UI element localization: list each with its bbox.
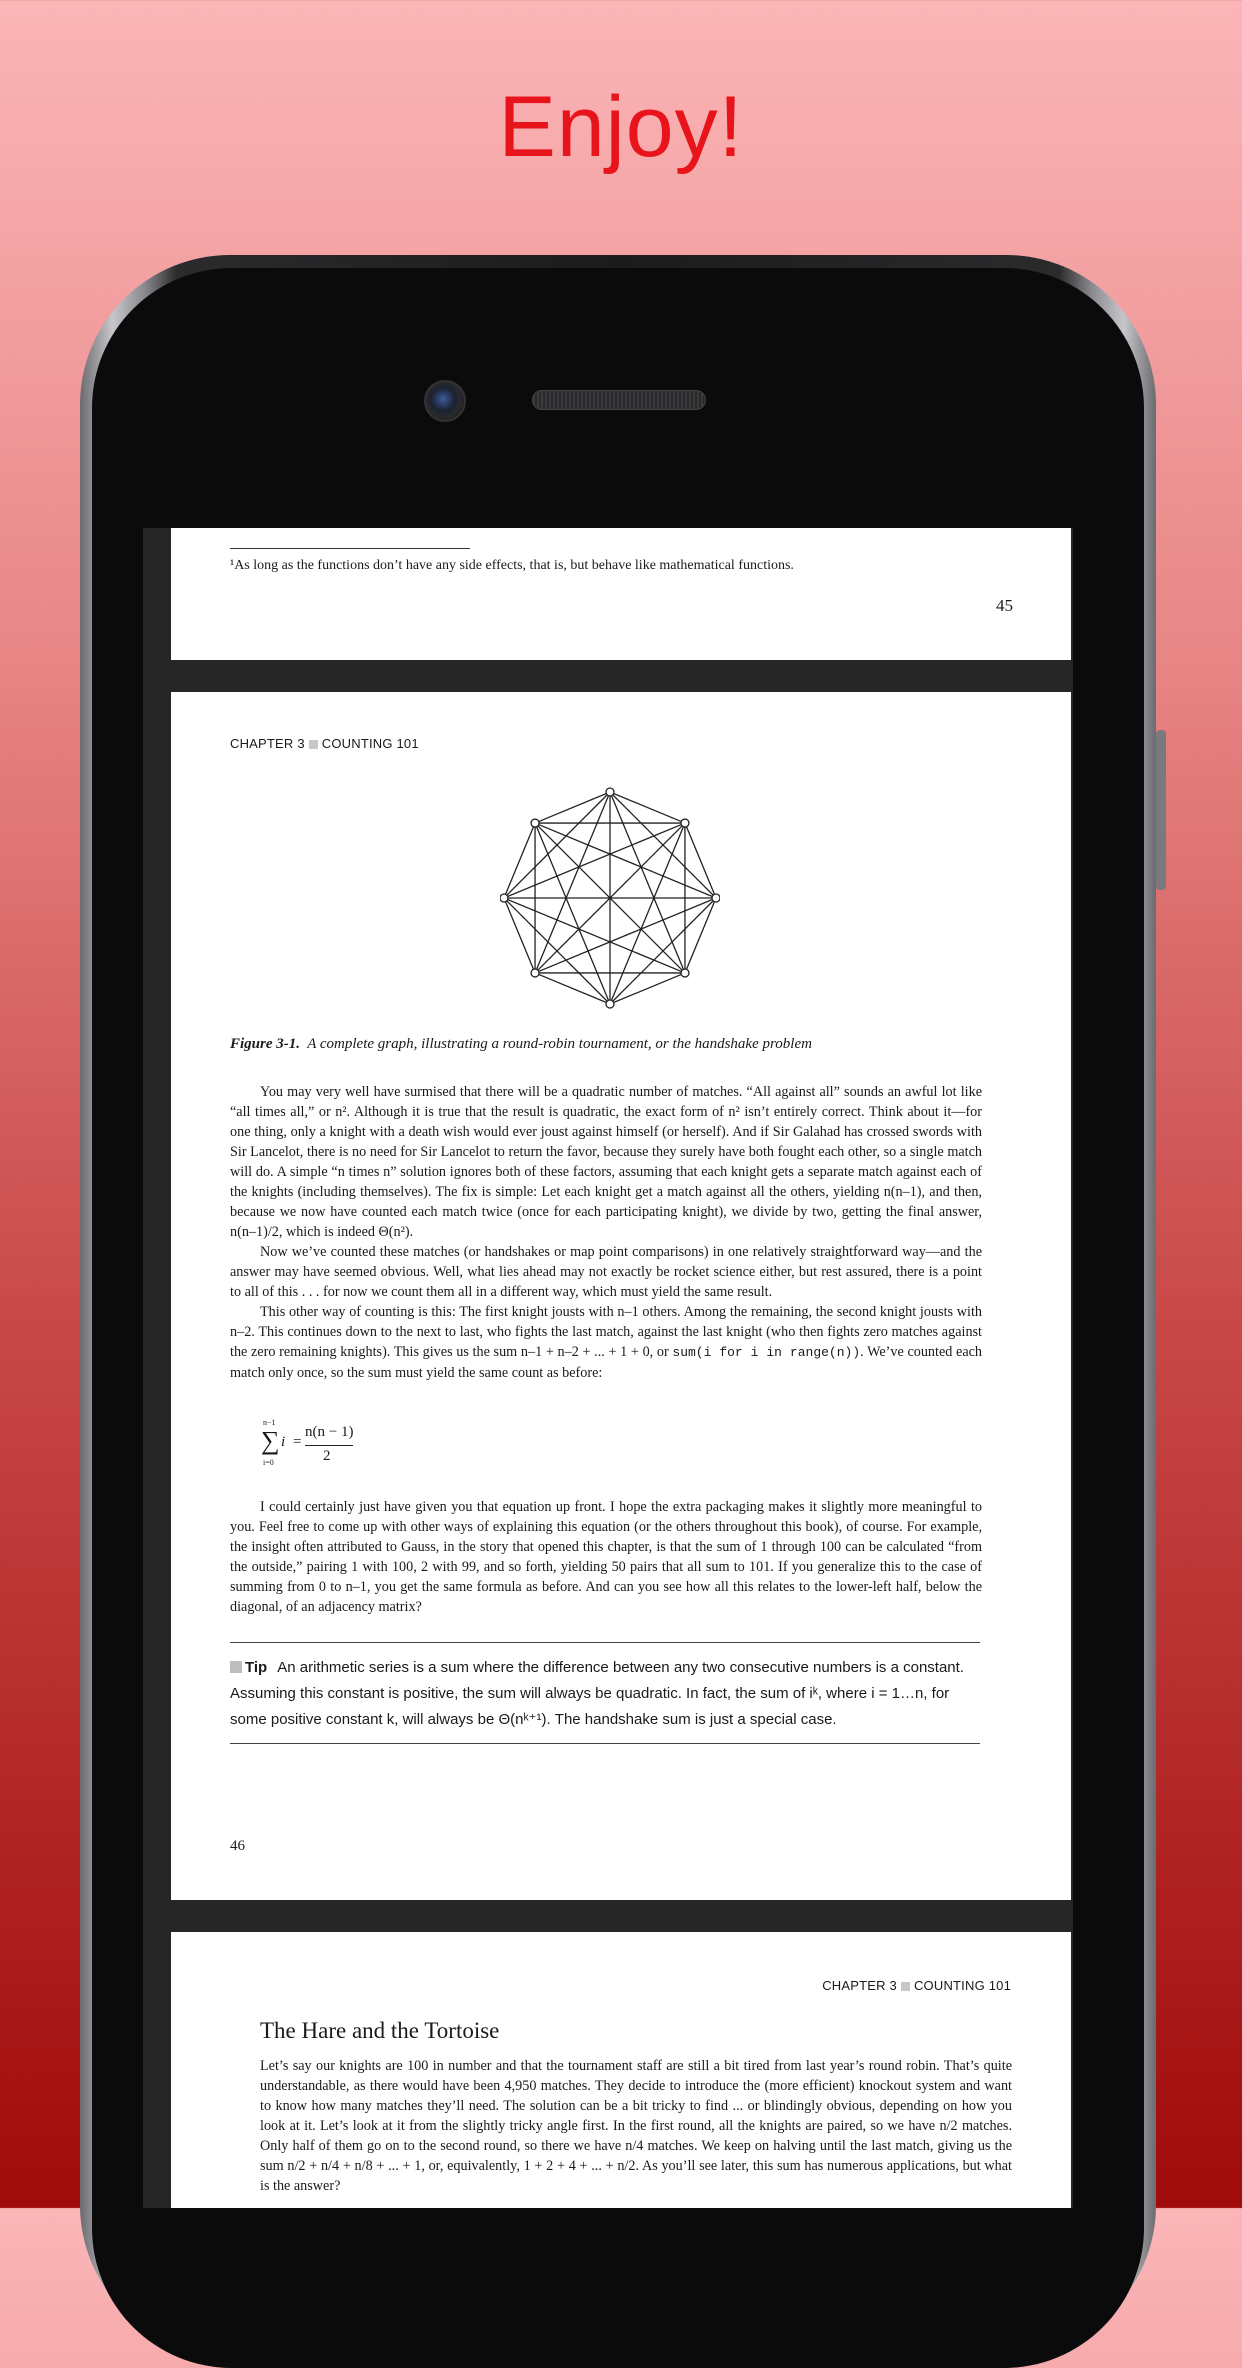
- sum-variable: i: [281, 1434, 286, 1450]
- sigma-symbol: ∑: [261, 1426, 280, 1455]
- running-head-title: COUNTING 101: [913, 1978, 1011, 1993]
- tip-top-rule: [230, 1642, 980, 1643]
- graph-node: [681, 819, 689, 827]
- tip-label: Tip: [245, 1659, 268, 1676]
- square-bullet-icon: [309, 740, 318, 749]
- body-text-block: [230, 1082, 982, 1383]
- fraction-numerator: n(n − 1): [305, 1424, 354, 1440]
- paragraph: I could certainly just have given you that equation up front. I hope the extra packaging makes it slightly more meaningful to you. Feel free to come up with other ways of explaining this equation (or the others throughout this book), of course. For example, the insight often attributed to Gauss, in the story that opened this chapter, is that the sum of 1 through 100 can be calculated “from the outside,” pairing 1 with 100, 2 with 99, and so forth, yielding 50 pairs that all sum to 101. If you generalize this to the case of summing from 0 to n–1, you get the same formula as before. And can you see how all this relates to the lower-left half, below the diagonal, of an adjacency matrix?: [230, 1499, 982, 1615]
- graph-edge: [535, 823, 716, 898]
- equals-sign: =: [293, 1434, 302, 1450]
- graph-node: [531, 969, 539, 977]
- graph-node: [531, 819, 539, 827]
- graph-edge: [610, 792, 685, 973]
- fraction-bar: [305, 1445, 353, 1446]
- earpiece-speaker: [532, 390, 706, 410]
- running-head-chapter: CHAPTER 3: [230, 736, 305, 751]
- page-number: 45: [996, 596, 1013, 615]
- graph-node: [712, 894, 720, 902]
- figure-label: Figure 3-1.: [230, 1036, 301, 1052]
- square-bullet-icon: [901, 1982, 910, 1991]
- paragraph: You may very well have surmised that there will be a quadratic number of matches. “All against all” sounds an awful lot like “all times all,” or n². Although it is true that the result is quadratic, the exact form of n² isn’t entirely correct. Think about it—for one thing, only a knight with a death wish would ever joust against himself (or herself). And if Sir Galahad has crossed swords with Sir Lancelot, there is no need for Sir Lancelot to return the favor, because they surely have both fought each other, so a single match will do. A simple “n times n” solution ignores both of these factors, assuming that each knight gets a separate match against each of the knights (including themselves). The fix is simple: Let each knight get a match against all the others, yielding n(n–1), and then, because we now have counted each match twice (once for each participating knight), we divide by two, getting the final answer, n(n–1)/2, which is indeed Θ(n²).: [230, 1084, 982, 1240]
- graph-node: [606, 1000, 614, 1008]
- page-number: 46: [230, 1838, 245, 1854]
- square-bullet-icon: [230, 1661, 242, 1673]
- page-46[interactable]: [171, 692, 1071, 1900]
- front-camera-icon: [424, 380, 466, 422]
- body-text-block: [230, 1497, 982, 1617]
- tip-bottom-rule: [230, 1743, 980, 1744]
- running-head-title: COUNTING 101: [321, 736, 419, 751]
- graph-edge: [535, 823, 610, 1004]
- promo-headline: Enjoy!: [498, 79, 744, 175]
- graph-edge: [610, 823, 685, 1004]
- tip-text: An arithmetic series is a sum where the difference between any two consecutive numbers is a constant. Assuming this constant is positive, the sum will always be quadratic. In fact, the sum of iᵏ, where i = 1…n, for some positive constant k, will always be Θ(nᵏ⁺¹). The handshake sum is just a special case.: [230, 1659, 964, 1728]
- running-head-chapter: CHAPTER 3: [822, 1978, 897, 1993]
- sum-formula: [261, 1418, 381, 1468]
- sum-lower-bound: i=0: [263, 1458, 274, 1467]
- page-47[interactable]: [171, 1932, 1071, 2208]
- graph-node: [606, 788, 614, 796]
- graph-edge: [535, 898, 716, 973]
- figure-caption-text: A complete graph, illustrating a round-robin tournament, or the handshake problem: [307, 1036, 812, 1052]
- running-head: [230, 736, 419, 751]
- running-head: [822, 1978, 1011, 1993]
- paragraph-text: This other way of counting is this: The first knight jousts with n–1 others. Among the remaining, the second knight jousts with n–2. This continues down to the next to last, who fights the last match, against the last knight (who then fights zero matches against the zero remaining knights). This gives us the sum n–1 + n–2 + ... + 1 + 0, or: [230, 1304, 982, 1360]
- sum-upper-bound: n−1: [263, 1418, 276, 1427]
- figure-caption: [230, 1036, 812, 1053]
- side-button: [1156, 730, 1166, 890]
- paragraph: Let’s say our knights are 100 in number and that the tournament staff are still a bit tired from last year’s round robin. That’s quite understandable, as there would have been 4,950 matches. They decide to introduce the (more efficient) knockout system and want to know how many matches they’ll need. The solution can be a bit tricky to find ... or blindingly obvious, depending on how you look at it. Let’s look at it from the slightly tricky angle first. In the first round, all the knights are paired, so we have n/2 matches. Only half of them go on to the second round, so there we have n/4 matches. We keep on halving until the last match, giving us the sum n/2 + n/4 + n/8 + ... + 1, or, equivalently, 1 + 2 + 4 + ... + n/2. As you’ll see later, this sum has numerous applications, but what is the answer?: [260, 2058, 1012, 2194]
- reader-screen[interactable]: [143, 528, 1073, 2208]
- paragraph-text: . We’ve counted each match only once, so the sum must yield the same count as before:: [230, 1344, 983, 1381]
- footnote: ¹As long as the functions don’t have any side effects, that is, but behave like mathematical functions.: [230, 558, 794, 573]
- paragraph: Now we’ve counted these matches (or handshakes or map point comparisons) in one relatively straightforward way—and the answer may have seemed obvious. Well, what lies ahead may not exactly be rocket science either, but rest assured, there is a point to all of this . . . for now we count them all in a different way, which must yield the same result.: [230, 1244, 982, 1300]
- graph-edge: [504, 823, 685, 898]
- graph-node: [681, 969, 689, 977]
- inline-code: sum(i for i in range(n)): [672, 1345, 861, 1360]
- page-45[interactable]: [171, 528, 1071, 660]
- graph-edge: [504, 898, 685, 973]
- paragraph: [230, 1302, 982, 1383]
- tip-box: [230, 1655, 982, 1733]
- fraction-denominator: 2: [323, 1448, 331, 1464]
- graph-edge: [535, 792, 610, 973]
- section-heading: The Hare and the Tortoise: [260, 2018, 500, 2043]
- graph-node: [500, 894, 508, 902]
- complete-graph-figure: [500, 786, 720, 1011]
- footnote-rule: [230, 548, 470, 549]
